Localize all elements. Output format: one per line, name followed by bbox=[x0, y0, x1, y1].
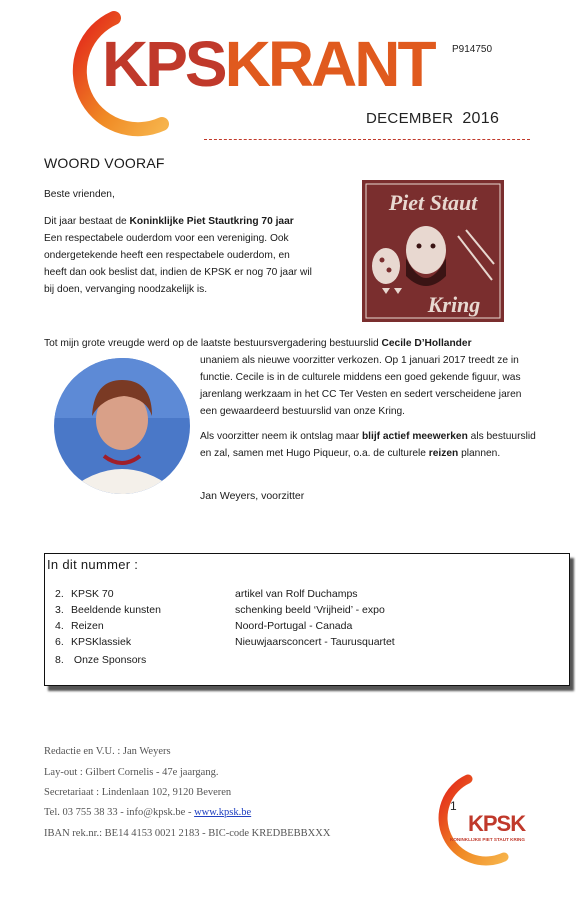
piet-staut-kring-logo bbox=[362, 180, 504, 322]
p3-text-end: plannen. bbox=[458, 448, 501, 459]
foreword-paragraph-3 bbox=[200, 428, 536, 462]
p1-text-rest: Een respectabele ouderdom voor een vereniging. Ook ondergetekende heeft een respectabele ouderdom, en heeft dan ook beslist dat, indien de KPSK er nog 70 jaar wil bij doen, vervanging noodzakelijk is. bbox=[44, 233, 312, 295]
footer-layout: Lay-out : Gilbert Cornelis - 47e jaargang. bbox=[44, 767, 219, 778]
footer-contact bbox=[44, 807, 251, 818]
foreword-paragraph-2-lead bbox=[44, 335, 534, 352]
page-number: 1 bbox=[450, 799, 457, 813]
footer-logo-text: KPSK bbox=[468, 811, 526, 836]
p3-bold-reizen: reizen bbox=[428, 448, 459, 459]
p2-continued: unaniem als nieuwe voorzitter verkozen. Op 1 januari 2017 treedt ze in functie. Cecile is in de culturele middens een goed gekende figuur, was jarenlang werkzaam in het CC Ter Vesten en sedert verscheidene jaren een gewaardeerd bestuurslid van onze Kring. bbox=[200, 355, 522, 417]
kpsk-ring-icon bbox=[420, 773, 538, 869]
footer-secretariat: Secretariaat : Lindenlaan 102, 9120 Beveren bbox=[44, 787, 232, 798]
masthead-divider bbox=[204, 139, 530, 140]
toc-item: 4. Reizen Noord-Portugal - Canada bbox=[55, 620, 353, 632]
portrait-avatar-icon bbox=[54, 358, 190, 494]
issue-month: DECEMBER bbox=[366, 110, 454, 127]
footer-logo-subtitle: KONINKLIJKE PIET STAUT KRING bbox=[450, 837, 525, 842]
logo-line-1: Piet Staut bbox=[388, 190, 478, 215]
issue-year: 2016 bbox=[462, 110, 500, 127]
toc-item: 6. KPSKlassiek Nieuwjaarsconcert - Taurusquartet bbox=[55, 636, 395, 648]
foreword-title: WOORD VOORAF bbox=[44, 155, 165, 171]
brand-wordmark bbox=[102, 28, 434, 100]
logo-line-2: Kring bbox=[427, 292, 481, 317]
p3-bold: blijf actief meewerken bbox=[361, 431, 468, 442]
p1-bold: Koninklijke Piet Stautkring 70 jaar bbox=[129, 216, 294, 227]
p1-text: Dit jaar bestaat de bbox=[44, 216, 130, 227]
footer-tel-email: Tel. 03 755 38 33 - info@kpsk.be - bbox=[44, 807, 195, 818]
toc-item: 2. KPSK 70 artikel van Rolf Duchamps bbox=[55, 588, 358, 600]
signature: Jan Weyers, voorzitter bbox=[200, 490, 305, 502]
p3-text: Als voorzitter neem ik ontslag maar bbox=[200, 431, 362, 442]
contents-box bbox=[44, 553, 570, 686]
footer-editor: Redactie en V.U. : Jan Weyers bbox=[44, 746, 171, 757]
brand-kps: KPS bbox=[102, 28, 225, 100]
issue-code: P914750 bbox=[452, 44, 493, 55]
brand-krant: KRANT bbox=[224, 28, 434, 100]
masthead bbox=[44, 6, 530, 146]
toc-item: 8. Onze Sponsors bbox=[55, 654, 147, 666]
p3-text-mid: als bestuurslid en zal, samen met Hugo Piqueur, o.a. de culturele bbox=[200, 431, 536, 459]
website-link[interactable]: www.kpsk.be bbox=[194, 807, 252, 818]
piet-staut-artwork-icon bbox=[362, 180, 504, 322]
issue-date bbox=[366, 110, 499, 128]
foreword-paragraph-2-body bbox=[200, 352, 536, 462]
footer-kpsk-logo bbox=[420, 773, 538, 869]
toc-item: 3. Beeldende kunsten schenking beeld ‘Vrijheid’ - expo bbox=[55, 604, 385, 616]
portrait-photo bbox=[54, 358, 190, 494]
contents-title: In dit nummer : bbox=[47, 557, 139, 572]
p2-text: Tot mijn grote vreugde werd op de laatste bestuursvergadering bestuurslid bbox=[44, 338, 382, 349]
footer-bank: IBAN rek.nr.: BE14 4153 0021 2183 - BIC-code KREDBEBBXXX bbox=[44, 828, 331, 839]
foreword-paragraph-1 bbox=[44, 213, 312, 298]
salutation: Beste vrienden, bbox=[44, 189, 115, 200]
p2-bold-name: Cecile D’Hollander bbox=[381, 338, 472, 349]
